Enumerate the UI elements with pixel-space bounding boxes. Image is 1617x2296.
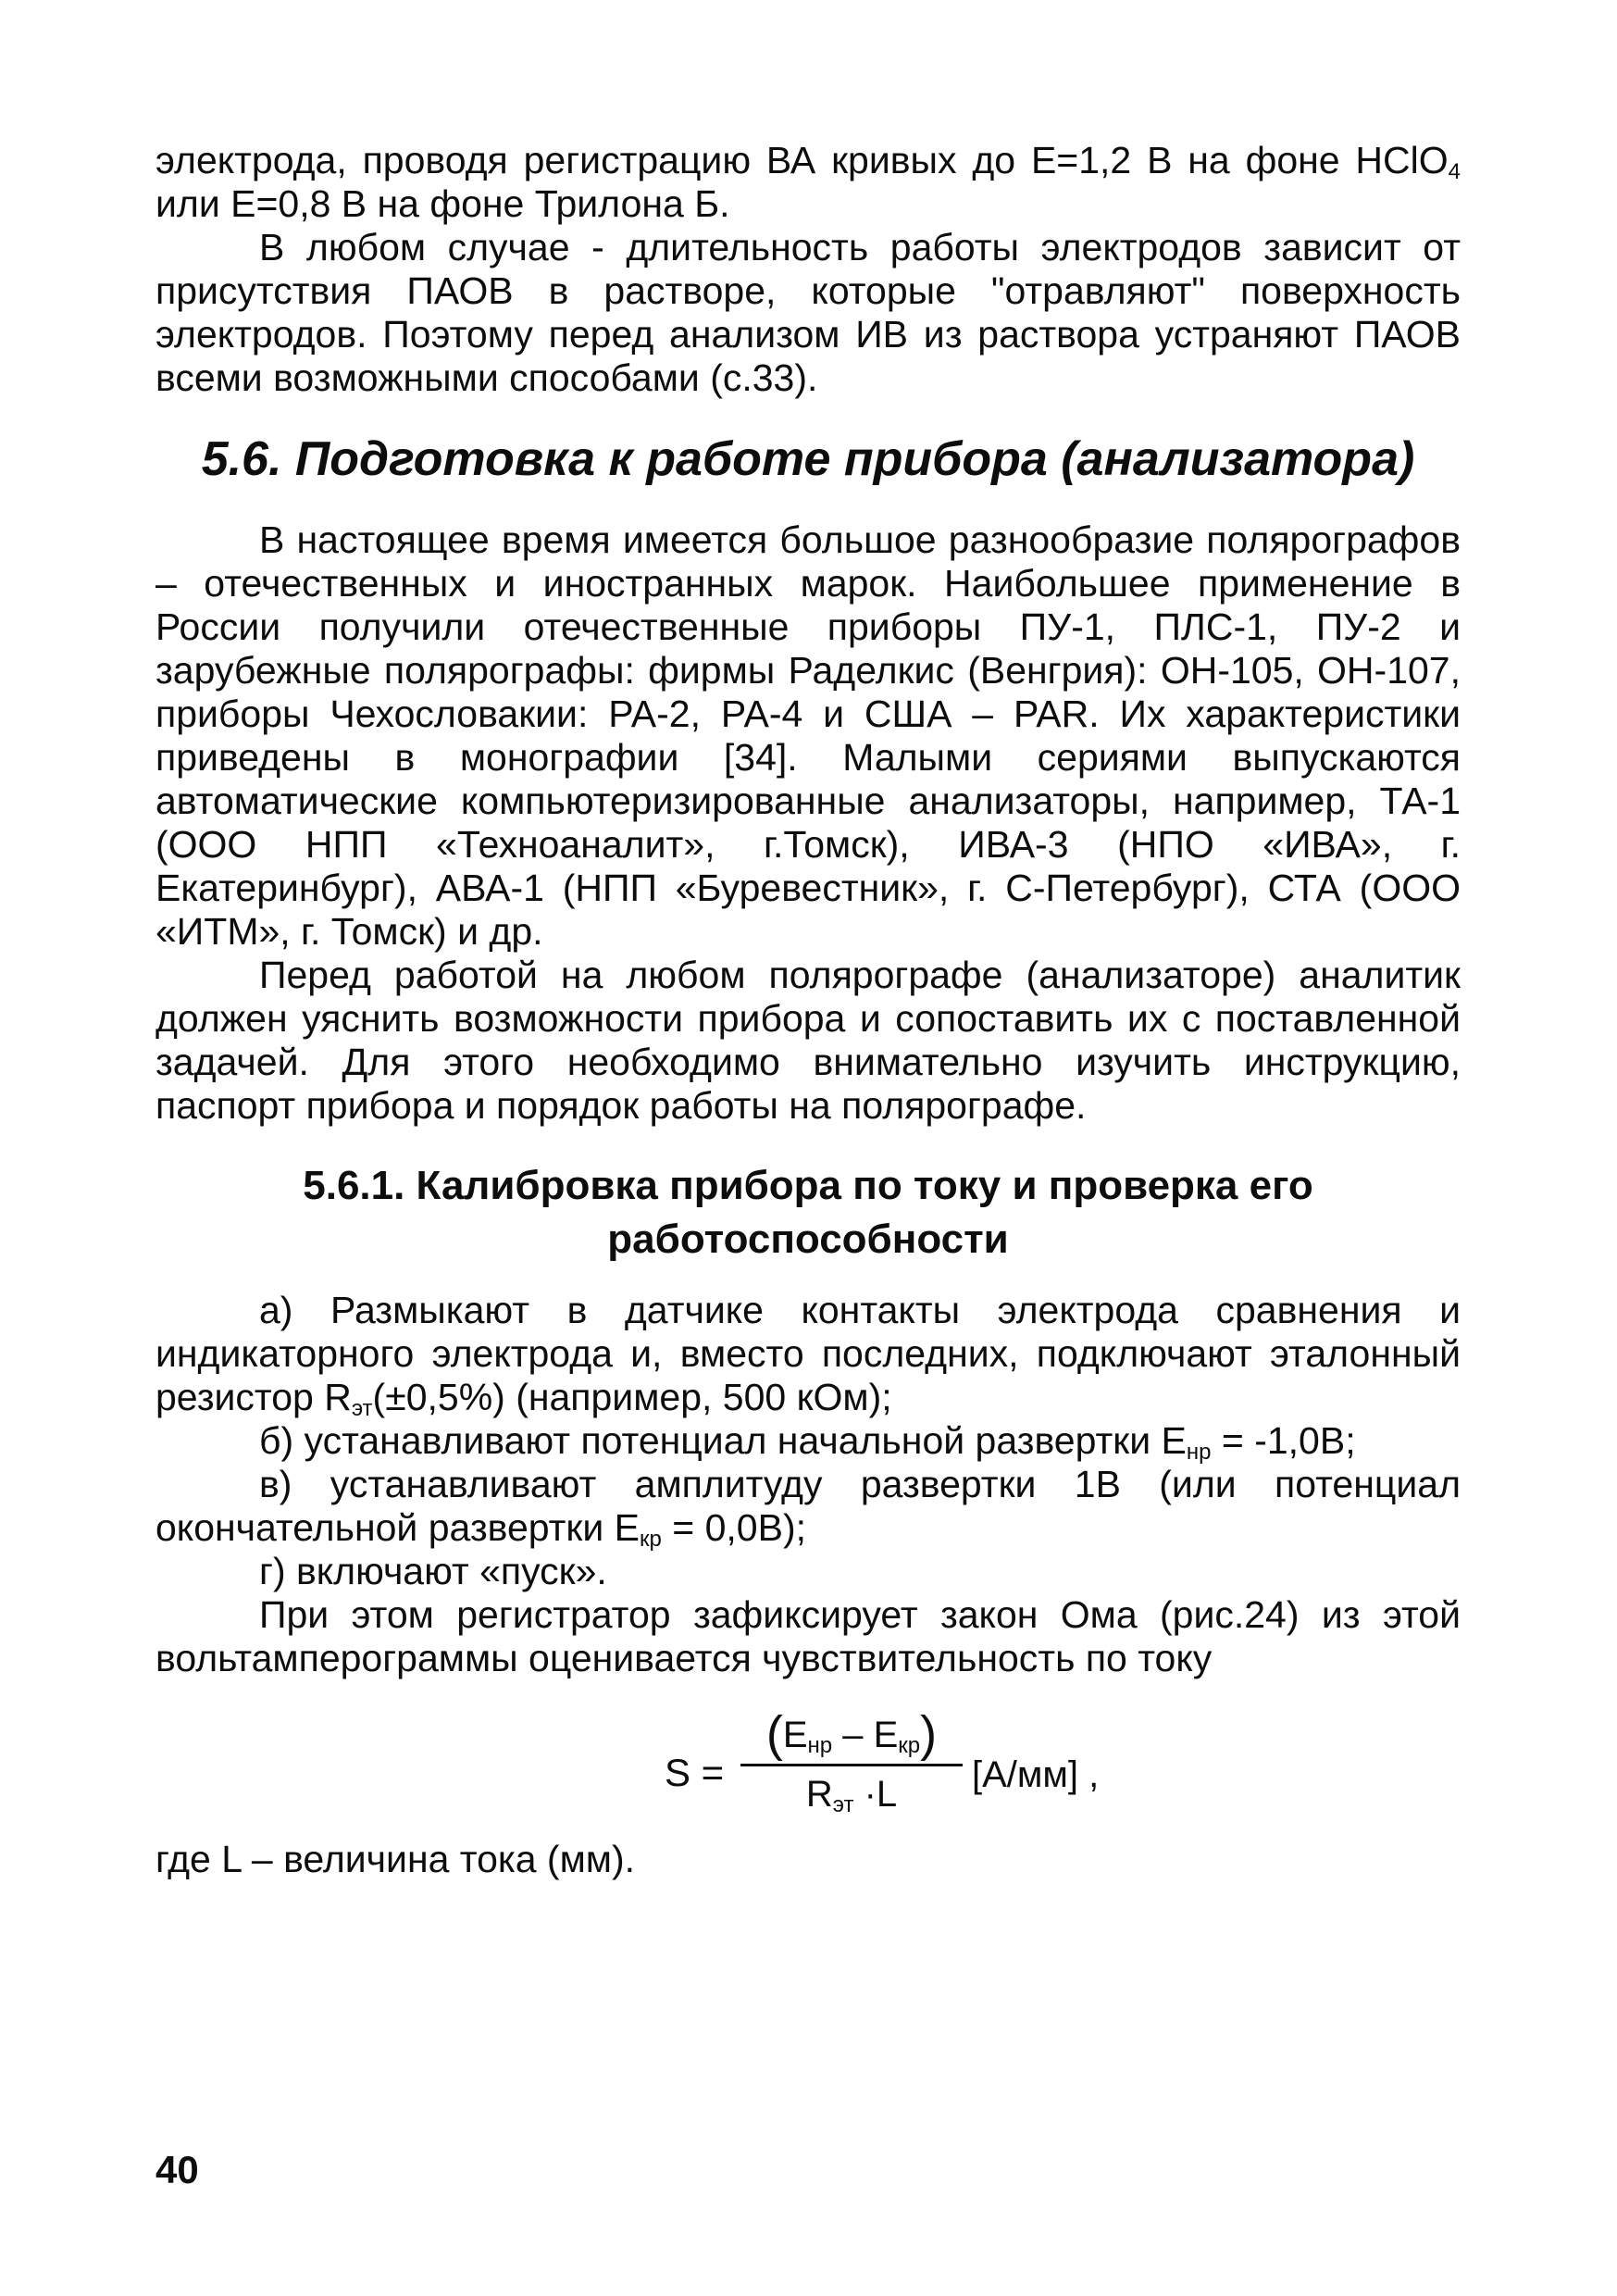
paragraph-electrode-lifetime: В любом случае - длительность работы электродов зависит от присутствия ПАОВ в растворе, которые "отравляют" поверхность электродов. Поэтому перед анализом ИВ из раствора устраняют ПАОВ всеми возможными способами (с.33). [155,226,1461,399]
section-heading-5-6-1 [155,1159,1461,1267]
formula-explanation: где L – величина тока (мм). [155,1838,636,1880]
page-body [155,139,1461,1881]
heading-line-2: работоспособности [607,1217,1009,1262]
formula-numerator: $(Е_{нр} - Е_{кр})$ [765,1706,938,1762]
subscript: кр [640,1527,662,1552]
formula-denominator: $R_{эт} \cdot L$ [805,1774,898,1817]
step-b: б) устанавливают потенциал начальной развертки $Е_{нр} = -1,0В$; [259,1419,1356,1465]
subscript: 4 [1448,159,1461,184]
paragraph-continuation: электрода, проводя регистрацию ВА кривых до Е=1,2 В на фоне HClO$_4$ или Е=0,8 В на фоне Трилона Б. [155,139,1461,225]
section-heading-5-6: 5.6. Подготовка к работе прибора (анализатора) [201,432,1415,486]
step-a: а) Размыкают в датчике контакты электрода сравнения и индикаторного электрода и, вместо последних, подключают эталонный резистор $R_{эт}(\pm 0,5\%)$ (например, 500 кОм); [155,1289,1461,1421]
paragraph-polarographs: В настоящее время имеется большое разнообразие полярографов – отечественных и иностранных марок. Наибольшее применение в России получили отечественные приборы ПУ-1, ПЛС-1, ПУ-2 и зарубежные полярографы: фирмы Раделкис (Венгрия): ОН-105, ОН-107, приборы Чехословакии: РА-2, РА-4 и США – PAR. Их характеристики приведены в монографии [34]. Малыми сериями выпускаются автоматические компьютеризированные анализаторы, например, ТА-1 (ООО НПП «Техноаналит», г.Томск), ИВА-3 (НПО «ИВА», г. Екатеринбург), АВА-1 (НПП «Буревестник», г. С-Петербург), СТА (ООО «ИТМ», г. Томск) и др. [155,518,1461,953]
paragraph-before-work: Перед работой на любом полярографе (анализаторе) аналитик должен уяснить возможности прибора и сопоставить их с поставленной задачей. Для этого необходимо внимательно изучить инструкцию, паспорт прибора и порядок работы на полярографе. [155,954,1461,1127]
formula-unit: [А/мм] , [972,1754,1100,1795]
paragraph-ohm-law: При этом регистратор зафиксирует закон Ома (рис.24) из этой вольтамперограммы оценивается чувствительность по току [155,1593,1461,1679]
step-c: в) устанавливают амплитуду развертки 1В (или потенциал окончательной развертки $Е_{кр} = 0,0В$); [155,1463,1461,1552]
formula-lhs: S = [665,1751,725,1794]
heading-line-1: 5.6.1. Калибровка прибора по току и проверка его [303,1163,1313,1208]
sensitivity-formula [155,1704,1461,1843]
subscript: эт [351,1396,373,1421]
formula-fraction [740,1704,963,1822]
subscript: нр [1186,1440,1212,1465]
page-number: 40 [155,2148,199,2191]
step-d: г) включают «пуск». [259,1550,607,1592]
